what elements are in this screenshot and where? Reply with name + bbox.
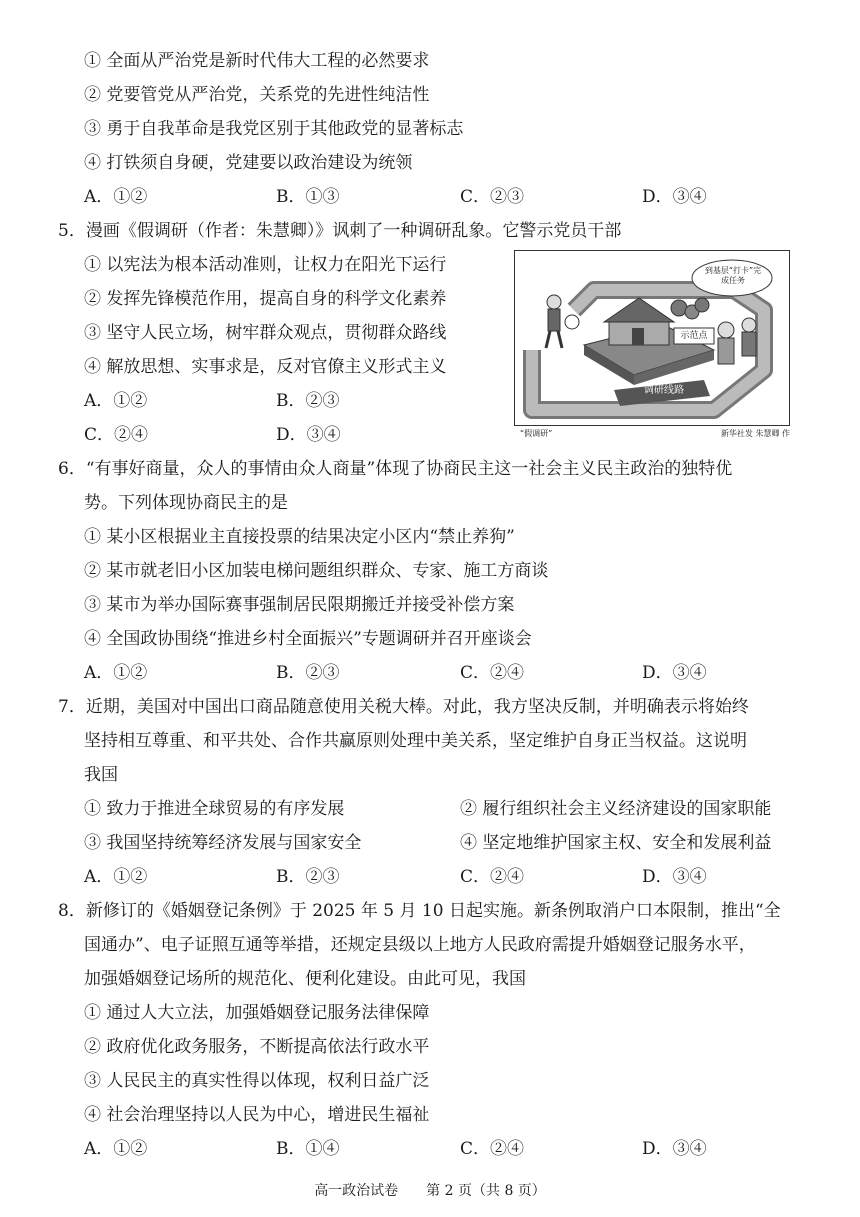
q6-statement-1: ① 某小区根据业主直接投票的结果决定小区内“禁止养狗” — [84, 527, 515, 547]
q7-choice-b[interactable]: B．②③ — [276, 867, 340, 887]
q4-choice-c[interactable]: C．②③ — [460, 187, 525, 207]
q7-statement-3: ③ 我国坚持统筹经济发展与国家安全 — [84, 833, 362, 853]
q4-choice-b[interactable]: B．①③ — [276, 187, 340, 207]
q5-statement-2: ② 发挥先锋模范作用，提高自身的科学文化素养 — [84, 289, 447, 309]
cartoon-figure — [514, 250, 790, 442]
page-footer: 高一政治试卷 第 2 页（共 8 页） — [314, 1183, 546, 1199]
q4-statement-1: ① 全面从严治党是新时代伟大工程的必然要求 — [84, 51, 430, 71]
q7-stem-line-3: 我国 — [84, 765, 118, 785]
q4-choice-d[interactable]: D．③④ — [642, 187, 707, 207]
q8-statement-2: ② 政府优化政务服务，不断提高依法行政水平 — [84, 1037, 430, 1057]
q7-statement-2: ② 履行组织社会主义经济建设的国家职能 — [460, 799, 772, 819]
q7-stem-line-1: 7．近期，美国对中国出口商品随意使用关税大棒。对此，我方坚决反制，并明确表示将始终 — [58, 697, 749, 717]
q8-choice-a[interactable]: A．①② — [84, 1139, 148, 1159]
q5-choice-d[interactable]: D．③④ — [276, 425, 341, 445]
q8-stem-line-2: 国通办”、电子证照互通等举措，还规定县级以上地方人民政府需提升婚姻登记服务水平， — [84, 935, 756, 955]
q4-statement-3: ③ 勇于自我革命是我党区别于其他政党的显著标志 — [84, 119, 464, 139]
q6-statement-4: ④ 全国政协围绕“推进乡村全面振兴”专题调研并召开座谈会 — [84, 629, 532, 649]
q5-choice-c[interactable]: C．②④ — [84, 425, 149, 445]
q6-stem-line-2: 势。下列体现协商民主的是 — [84, 493, 288, 513]
cartoon-caption-right: 新华社发 朱慧卿 作 — [720, 429, 790, 438]
q5-choice-a[interactable]: A．①② — [84, 391, 148, 411]
q8-stem-line-3: 加强婚姻登记场所的规范化、便利化建设。由此可见，我国 — [84, 969, 526, 989]
q8-statement-1: ① 通过人大立法，加强婚姻登记服务法律保障 — [84, 1003, 430, 1023]
q6-choice-d[interactable]: D．③④ — [642, 663, 707, 683]
q7-choice-a[interactable]: A．①② — [84, 867, 148, 887]
q5-stem: 5．漫画《假调研（作者：朱慧卿）》讽刺了一种调研乱象。它警示党员干部 — [58, 221, 622, 241]
q6-statement-3: ③ 某市为举办国际赛事强制居民限期搬迁并接受补偿方案 — [84, 595, 515, 615]
q6-choice-a[interactable]: A．①② — [84, 663, 148, 683]
q8-choice-b[interactable]: B．①④ — [276, 1139, 340, 1159]
q6-stem-line-1: 6．“有事好商量，众人的事情由众人商量”体现了协商民主这一社会主义民主政治的独特优 — [58, 459, 733, 479]
q7-statement-1: ① 致力于推进全球贸易的有序发展 — [84, 799, 345, 819]
q6-statement-2: ② 某市就老旧小区加装电梯问题组织群众、专家、施工方商谈 — [84, 561, 549, 581]
q8-statement-4: ④ 社会治理坚持以人民为中心，增进民生福祉 — [84, 1105, 430, 1125]
q7-choice-c[interactable]: C．②④ — [460, 867, 525, 887]
cartoon-caption-left: “假调研” — [520, 429, 553, 438]
cartoon-bubble-text: 到基层“打卡”完成任务 — [704, 266, 762, 285]
cartoon-sign-text: 示范点 — [680, 331, 708, 341]
q5-statement-1: ① 以宪法为根本活动准则，让权力在阳光下运行 — [84, 255, 447, 275]
q4-choice-a[interactable]: A．①② — [84, 187, 148, 207]
q4-statement-4: ④ 打铁须自身硬，党建要以政治建设为统领 — [84, 153, 413, 173]
q5-statement-4: ④ 解放思想、实事求是，反对官僚主义形式主义 — [84, 357, 447, 377]
q8-choice-d[interactable]: D．③④ — [642, 1139, 707, 1159]
q5-choice-b[interactable]: B．②③ — [276, 391, 340, 411]
q6-choice-c[interactable]: C．②④ — [460, 663, 525, 683]
cartoon-road-text: 调研线路 — [644, 385, 684, 396]
q4-statement-2: ② 党要管党从严治党，关系党的先进性纯洁性 — [84, 85, 430, 105]
q7-choice-d[interactable]: D．③④ — [642, 867, 707, 887]
q5-statement-3: ③ 坚守人民立场，树牢群众观点，贯彻群众路线 — [84, 323, 447, 343]
q8-stem-line-1: 8．新修订的《婚姻登记条例》于 2025 年 5 月 10 日起实施。新条例取消户口本限制，推出“全 — [58, 901, 781, 921]
q8-choice-c[interactable]: C．②④ — [460, 1139, 525, 1159]
q7-stem-line-2: 坚持相互尊重、和平共处、合作共赢原则处理中美关系，坚定维护自身正当权益。这说明 — [84, 731, 747, 751]
q6-choice-b[interactable]: B．②③ — [276, 663, 340, 683]
q8-statement-3: ③ 人民民主的真实性得以体现，权利日益广泛 — [84, 1071, 430, 1091]
q7-statement-4: ④ 坚定地维护国家主权、安全和发展利益 — [460, 833, 772, 853]
